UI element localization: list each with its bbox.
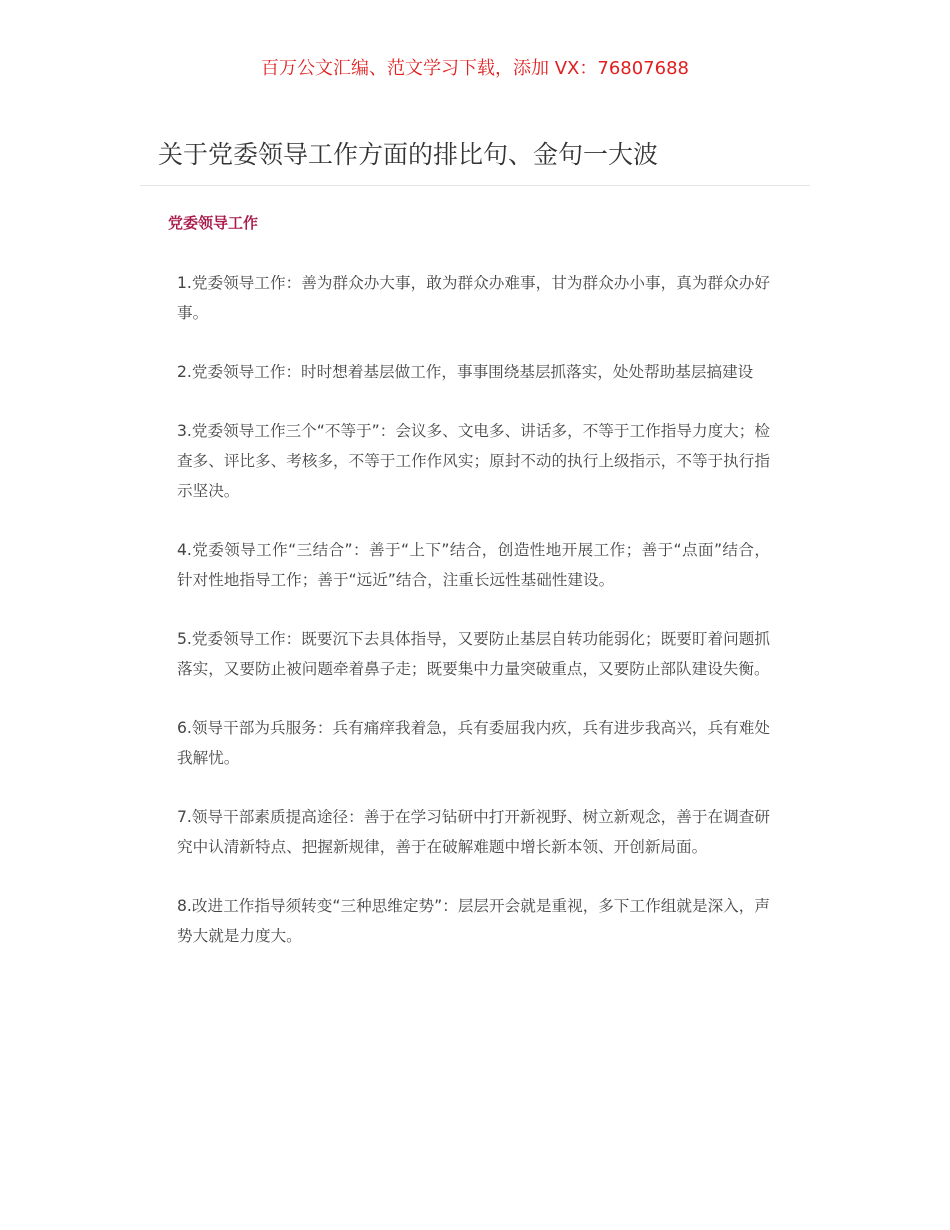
title-divider	[140, 185, 810, 186]
list-item: 6.领导干部为兵服务：兵有痛痒我着急，兵有委屈我内疚，兵有进步我高兴，兵有难处我解忧。	[177, 719, 770, 767]
list-item: 7.领导干部素质提高途径：善于在学习钻研中打开新视野、树立新观念，善于在调查研究中认清新特点、把握新规律，善于在破解难题中增长新本领、开创新局面。	[177, 808, 770, 856]
list-item: 1.党委领导工作：善为群众办大事，敢为群众办难事，甘为群众办小事，真为群众办好事。	[177, 274, 770, 322]
article-title: 关于党委领导工作方面的排比句、金句一大波	[158, 140, 659, 169]
article-body	[177, 268, 770, 980]
promo-banner: 百万公文汇编、范文学习下载，添加 VX：76807688	[261, 58, 689, 79]
list-item: 8.改进工作指导须转变“三种思维定势”：层层开会就是重视，多下工作组就是深入，声势大就是力度大。	[177, 897, 770, 945]
list-item: 2.党委领导工作：时时想着基层做工作，事事围绕基层抓落实，处处帮助基层搞建设	[177, 363, 754, 381]
list-item: 4.党委领导工作“三结合”：善于“上下”结合，创造性地开展工作；善于“点面”结合，针对性地指导工作；善于“远近”结合，注重长远性基础性建设。	[177, 541, 770, 589]
list-item: 5.党委领导工作：既要沉下去具体指导，又要防止基层自转功能弱化；既要盯着问题抓落实，又要防止被问题牵着鼻子走；既要集中力量突破重点，又要防止部队建设失衡。	[177, 630, 770, 678]
list-item: 3.党委领导工作三个“不等于”：会议多、文电多、讲话多，不等于工作指导力度大；检查多、评比多、考核多，不等于工作作风实；原封不动的执行上级指示，不等于执行指示坚决。	[177, 422, 770, 500]
section-heading: 党委领导工作	[168, 214, 259, 232]
